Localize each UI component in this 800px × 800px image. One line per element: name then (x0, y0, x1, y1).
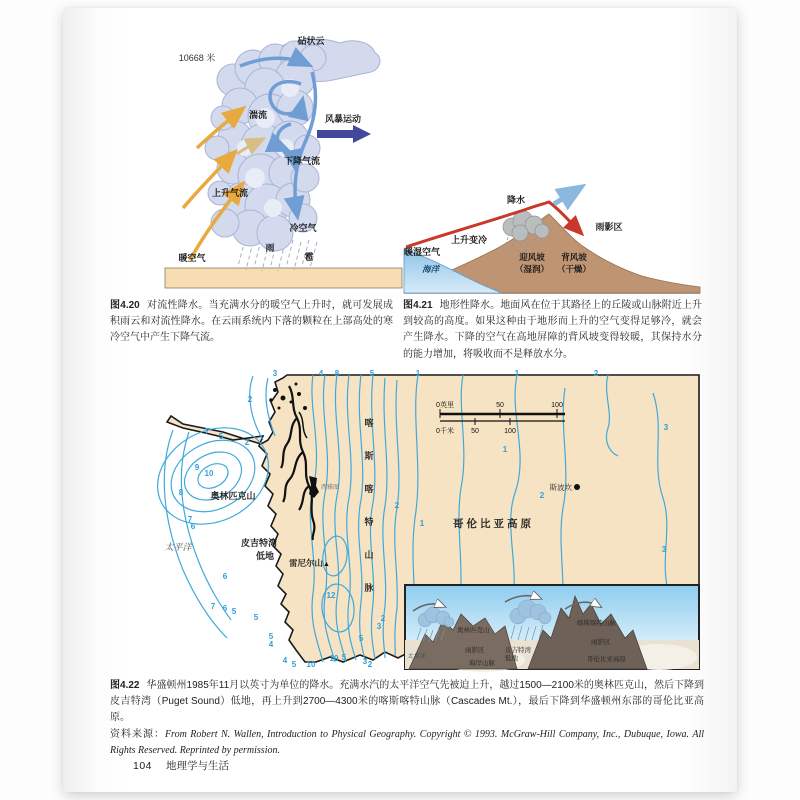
contour-value: 2 (367, 660, 373, 669)
seattle-label: 西雅图 (321, 485, 340, 491)
page-number: 104 (133, 760, 153, 772)
rain-label: 雨 (265, 243, 275, 253)
contour-value: 6 (222, 572, 228, 581)
book-title: 地理学与生活 (166, 760, 230, 772)
cold-air-label: 冷空气 (289, 223, 317, 233)
scale-mi50: 50 (496, 402, 504, 409)
spokane-label: 斯波坎 (549, 483, 572, 492)
fig422-caption-text: 华盛顿州1985年11月以英寸为单位的降水。充满水汽的太平洋空气先被迫上升，越过1500—2100米的奥林匹克山，然后下降到皮吉特湾（Puget Sound）低地，再上升到2700—4300米的喀斯喀特山脉（Cascades Mt.），最后下降到华盛顿州东部的哥伦比亚高原。 (110, 680, 705, 724)
ocean-label: 海洋 (422, 264, 440, 274)
contour-value: 7 (210, 602, 216, 611)
pacific-ocean-label: 太平洋 (164, 542, 192, 552)
contour-value: 12 (326, 591, 336, 600)
fig420-tag: 图4.20 (110, 300, 140, 311)
inset-cascades-label: 喀斯喀特山脉 (577, 620, 616, 627)
precipitation-label: 降水 (506, 195, 526, 205)
puget-lowland-label-1: 皮吉特湾 (240, 538, 278, 548)
inset-coast-range-label: 海岸山脉 (469, 660, 495, 667)
dry-air-up-arrow (554, 189, 578, 204)
ground-bar (165, 268, 402, 288)
contour-value: 2 (394, 501, 400, 510)
turbulence-label: 湍流 (248, 110, 268, 120)
fig422-source-label: 资料来源： (110, 728, 165, 740)
washington-precipitation-map (113, 368, 700, 670)
contour-value: 10 (329, 654, 339, 663)
contour-value: 6 (222, 604, 228, 613)
contour-value: 2 (539, 491, 545, 500)
contour-value: 4 (282, 656, 288, 665)
contour-value: 4 (268, 640, 274, 649)
contour-value: 1 (502, 445, 508, 454)
fig421-caption (403, 298, 702, 363)
cumulonimbus-cloud (205, 39, 380, 251)
warm-moist-label: 暖湿空气 (403, 247, 441, 257)
contour-value: 10 (306, 660, 316, 669)
hail-label: 雹 (304, 252, 314, 262)
puget-lowland-label-2: 低地 (255, 551, 275, 561)
leeward-note: （干燥） (556, 264, 592, 274)
rain-shadow-label: 雨影区 (595, 222, 623, 232)
contour-value: 7 (204, 427, 210, 436)
rise-cool-label: 上升变冷 (450, 235, 488, 245)
contour-value: 5 (358, 634, 364, 643)
fig422-source-text: From Robert N. Wallen, Introduction to Physical Geography. Copyright © 1993. McGraw-Hill Company, Inc., Dubuque, Iowa. All Rights Reserved. Reprinted by permission. (110, 728, 705, 756)
cross-section-inset (405, 585, 699, 672)
convective-precipitation-figure (145, 28, 405, 293)
anvil-cloud-label: 砧状云 (297, 36, 325, 46)
contour-value: 9 (194, 463, 200, 472)
inset-puget-label-1: 皮吉特湾 (505, 647, 531, 654)
inset-pacific-label: 太平洋 (407, 654, 426, 660)
orographic-precipitation-figure (402, 183, 702, 298)
rainier-label: 雷尼尔山 (288, 558, 324, 568)
cascades-char: 喀 (364, 418, 374, 428)
rainier-peak-marker: ▲ (323, 561, 330, 568)
contour-value: 5 (341, 653, 347, 662)
altitude-label: 10668 米 (178, 53, 216, 63)
contour-value: 4 (318, 369, 324, 378)
scale-mi100: 100 (551, 402, 563, 409)
windward-note: （湿润） (514, 264, 550, 274)
fig421-caption-text: 地形性降水。地面风在位于其路径上的丘陵或山脉附近上升到较高的高度。如果这种由于地形而上升的空气变得足够冷，就会产生降水。下降的空气在高地屏障的背风坡变得较暖，其保持水分的能力增加，将吸收而不是释放水分。 (403, 300, 702, 360)
scale-km50: 50 (471, 428, 479, 435)
inset-puget-label-2: 低地 (505, 655, 518, 662)
fig420-caption-text: 对流性降水。当充满水分的暖空气上升时，就可发展成积雨云和对流性降水。在云雨系统内下落的颗粒在上部高处的寒冷空气中产生下降气流。 (110, 300, 394, 344)
contour-value: 5 (231, 607, 237, 616)
contour-value: 2 (247, 395, 253, 404)
cascades-char: 喀 (364, 484, 374, 494)
contour-value: 5 (369, 369, 375, 378)
fig422-tag: 图4.22 (110, 680, 140, 691)
scale-km100: 100 (504, 428, 516, 435)
contour-value: 8 (334, 369, 340, 378)
contour-value: 3 (376, 622, 382, 631)
contour-value: 3 (272, 369, 278, 378)
contour-value: 3 (661, 545, 667, 554)
contour-value: 5 (218, 432, 224, 441)
contour-value: 7 (187, 515, 193, 524)
contour-value: 1 (415, 369, 421, 378)
updraft-label: 上升气流 (211, 188, 249, 198)
fig421-tag: 图4.21 (403, 300, 433, 311)
downdraft-label: 下降气流 (283, 156, 321, 166)
storm-motion-label: 风暴运动 (324, 114, 362, 124)
inset-shadow-right-label: 雨影区 (591, 639, 611, 646)
spokane-dot (574, 484, 580, 490)
leeward-label: 背风坡 (561, 252, 587, 262)
contour-value: 2 (244, 438, 250, 447)
cascades-char: 特 (364, 517, 374, 527)
fig420-caption (110, 298, 393, 347)
contour-value: 3 (362, 657, 368, 666)
contour-value: 6 (190, 522, 196, 531)
contour-value: 10 (204, 469, 214, 478)
contour-value: 2 (380, 614, 386, 623)
cascades-char: 脉 (364, 583, 374, 593)
cascades-char: 斯 (364, 451, 374, 461)
inset-olympic-label: 奥林匹克山 (457, 627, 490, 634)
inset-columbia-label: 哥伦比亚高原 (587, 656, 626, 663)
contour-value: 5 (291, 660, 297, 669)
fig422-caption (110, 678, 704, 759)
contour-value: 2 (593, 369, 599, 378)
page-footer (133, 758, 229, 773)
contour-value: 1 (514, 369, 520, 378)
cascades-char: 山 (364, 550, 374, 560)
warm-air-label: 暖空气 (178, 253, 206, 263)
inset-shadow-left-label: 雨影区 (465, 647, 485, 654)
contour-value: 5 (253, 613, 259, 622)
storm-motion-arrow (317, 125, 371, 143)
contour-value: 1 (419, 519, 425, 528)
windward-label: 迎风坡 (519, 252, 545, 262)
scale-km0: 0千米 (436, 428, 454, 435)
scale-mi0: 0英里 (436, 402, 454, 409)
columbia-plateau-label: 哥伦比亚高原 (453, 518, 534, 530)
olympic-mtns-label: 奥林匹克山 (210, 491, 256, 501)
contour-value: 8 (178, 488, 184, 497)
contour-value: 3 (663, 423, 669, 432)
contour-value: 5 (268, 632, 274, 641)
